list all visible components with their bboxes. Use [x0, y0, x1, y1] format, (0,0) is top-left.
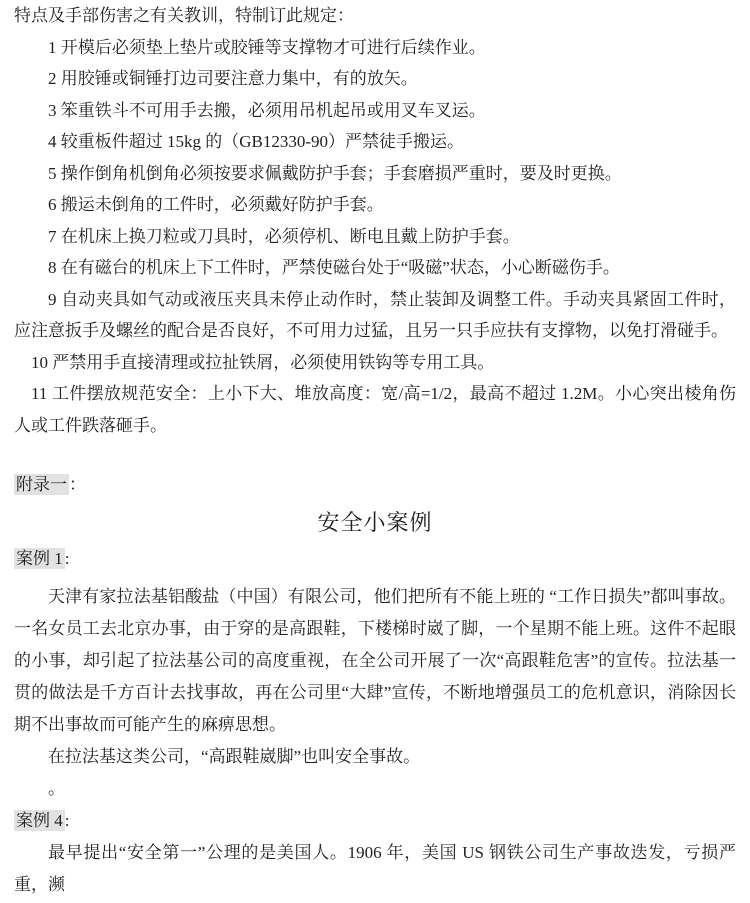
case1-label-line	[14, 543, 736, 575]
rule-item-1: 1 开模后必须垫上垫片或胶锤等支撑物才可进行后续作业。	[48, 37, 486, 57]
rule-item-3: 3 笨重铁斗不可用手去搬，必须用吊机起吊或用叉车叉运。	[48, 100, 486, 120]
case4-label: 案例 4	[16, 810, 63, 830]
case1-paragraph-3: 。	[48, 778, 65, 798]
rule-item-5: 5 操作倒角机倒角必须按要求佩戴防护手套；手套磨损严重时，要及时更换。	[48, 163, 622, 183]
case4-label-line	[14, 805, 736, 837]
rule-item-7: 7 在机床上换刀粒或刀具时，必须停机、断电且戴上防护手套。	[48, 226, 520, 246]
rule-item-6: 6 搬运未倒角的工件时，必须戴好防护手套。	[48, 195, 384, 214]
appendix-line	[14, 469, 736, 501]
case1-colon: :	[64, 548, 70, 568]
case4-paragraph-1: 最早提出“安全第一”公理的是美国人。1906 年，美国 US 钢铁公司生产事故迭发，亏损严重，濒	[14, 842, 736, 894]
rule-item-8: 8 在有磁台的机床上下工件时，严禁使磁台处于“吸磁”状态，小心断磁伤手。	[48, 258, 620, 277]
appendix-label: 附录一	[16, 475, 67, 494]
rule-item-10: 10 严禁用手直接清理或拉扯铁屑，必须使用铁钩等专用工具。	[31, 352, 495, 372]
case1-paragraph-1: 天津有家拉法基铝酸盐（中国）有限公司，他们把所有不能上班的 “工作日损失”都叫事故。一名女员工去北京办事，由于穿的是高跟鞋，下楼梯时崴了脚，一个星期不能上班。这件不起眼的小事，却引起了拉法基公司的高度重视，在全公司开展了一次“高跟鞋危害”的宣传。拉法基一贯的做法是千方百计去找事故，再在公司里“大肆”宣传，不断地增强员工的危机意识，消除因长期不出事故而可能产生的麻痹思想。	[14, 586, 736, 734]
rule-item-2: 2 用胶锤或铜锤打边司要注意力集中，有的放矢。	[48, 69, 418, 88]
rule-item-11: 11 工件摆放规范安全：上小下大、堆放高度：宽/高=1/2，最高不超过 1.2M。小心突出棱角伤人或工件跌落砸手。	[14, 384, 736, 435]
case4-colon: :	[64, 810, 70, 830]
section-heading: 安全小案例	[317, 509, 433, 535]
rules-section	[14, 0, 736, 441]
rule-item-4: 4 较重板件超过 15kg 的（GB12330-90）严禁徒手搬运。	[48, 132, 465, 151]
case1-paragraph-2: 在拉法基这类公司，“高跟鞋崴脚”也叫安全事故。	[48, 746, 421, 766]
intro-paragraph: 特点及手部伤害之有关教训，特制订此规定：	[14, 6, 354, 25]
rule-item-9: 9 自动夹具如气动或液压夹具未停止动作时，禁止装卸及调整工件。手动夹具紧固工件时，应注意扳手及螺丝的配合是否良好，不可用力过猛，且另一只手应扶有支撑物，以免打滑碰手。	[14, 289, 736, 340]
appendix-colon: ：	[69, 475, 86, 494]
case1-label: 案例 1	[16, 548, 63, 568]
